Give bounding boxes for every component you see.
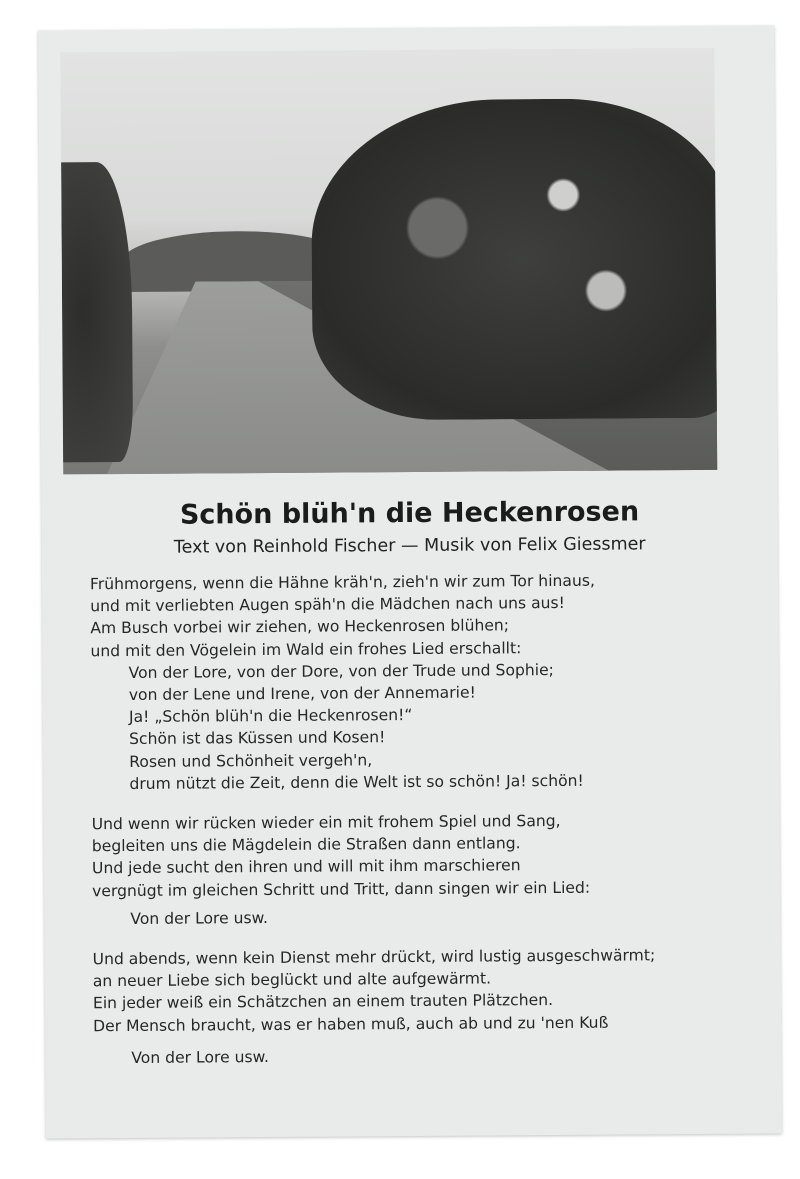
- lyric-line: drum nützt die Zeit, denn die Welt ist so schön! Ja! schön!: [129, 771, 584, 793]
- chorus: [91, 657, 762, 795]
- song-title: Schön blüh'n die Heckenrosen: [179, 496, 640, 531]
- lyric-line: Und jede sucht den ihren und will mit ihm marschieren: [91, 856, 521, 878]
- hedge-roses-photo: [60, 48, 717, 475]
- lyric-line: Schön ist das Küssen und Kosen!: [129, 728, 386, 749]
- lyric-line: Ein jeder weiß ein Schätzchen an einem trauten Plätzchen.: [92, 991, 554, 1013]
- stanza-3: [93, 944, 764, 1037]
- postcard: [38, 25, 782, 1138]
- lyric-line: und mit verliebten Augen späh'n die Mädchen nach uns aus!: [90, 594, 565, 616]
- lyric-line: Und wenn wir rücken wieder ein mit frohem Spiel und Sang,: [91, 811, 561, 834]
- lyric-line: Frühmorgens, wenn die Hähne kräh'n, zieh'n wir zum Tor hinaus,: [89, 571, 595, 594]
- lyric-line: Rosen und Schönheit vergeh'n,: [129, 750, 373, 771]
- lyric-line: vergnügt im gleichen Schritt und Tritt, dann singen wir ein Lied:: [92, 878, 591, 900]
- rose-hedge: [311, 98, 718, 421]
- song-credits: Text von Reinhold Fischer — Musik von Felix Giessmer: [173, 534, 646, 558]
- lyric-line: begleiten uns die Mägdelein die Straßen dann entlang.: [91, 834, 521, 856]
- lyric-line: Und abends, wenn kein Dienst mehr drückt, wird lustig ausgeschwärmt;: [92, 946, 656, 969]
- lyric-line: von der Lene und Irene, von der Annemarie!: [128, 683, 476, 704]
- stanza-1: [90, 569, 761, 662]
- lyric-line: an neuer Liebe sich beglückt und alte aufgewärmt.: [92, 969, 492, 991]
- lyric-line: Von der Lore, von der Dore, von der Trude und Sophie;: [128, 660, 554, 682]
- lyric-line: und mit den Vögelein im Wald ein frohes Lied erschallt:: [90, 638, 522, 660]
- lyrics: [90, 569, 763, 1070]
- lyric-line: Ja! „Schön blüh'n die Heckenrosen!“: [128, 706, 413, 727]
- chorus-reference: Von der Lore usw.: [131, 1047, 269, 1067]
- stanza-2: [92, 809, 763, 902]
- lyric-line: Der Mensch braucht, was er haben muß, auch ab und zu 'nen Kuß: [93, 1013, 609, 1035]
- left-hedge: [61, 162, 133, 462]
- chorus-reference: Von der Lore usw.: [130, 908, 268, 928]
- lyric-line: Am Busch vorbei wir ziehen, wo Heckenrosen blühen;: [90, 616, 510, 638]
